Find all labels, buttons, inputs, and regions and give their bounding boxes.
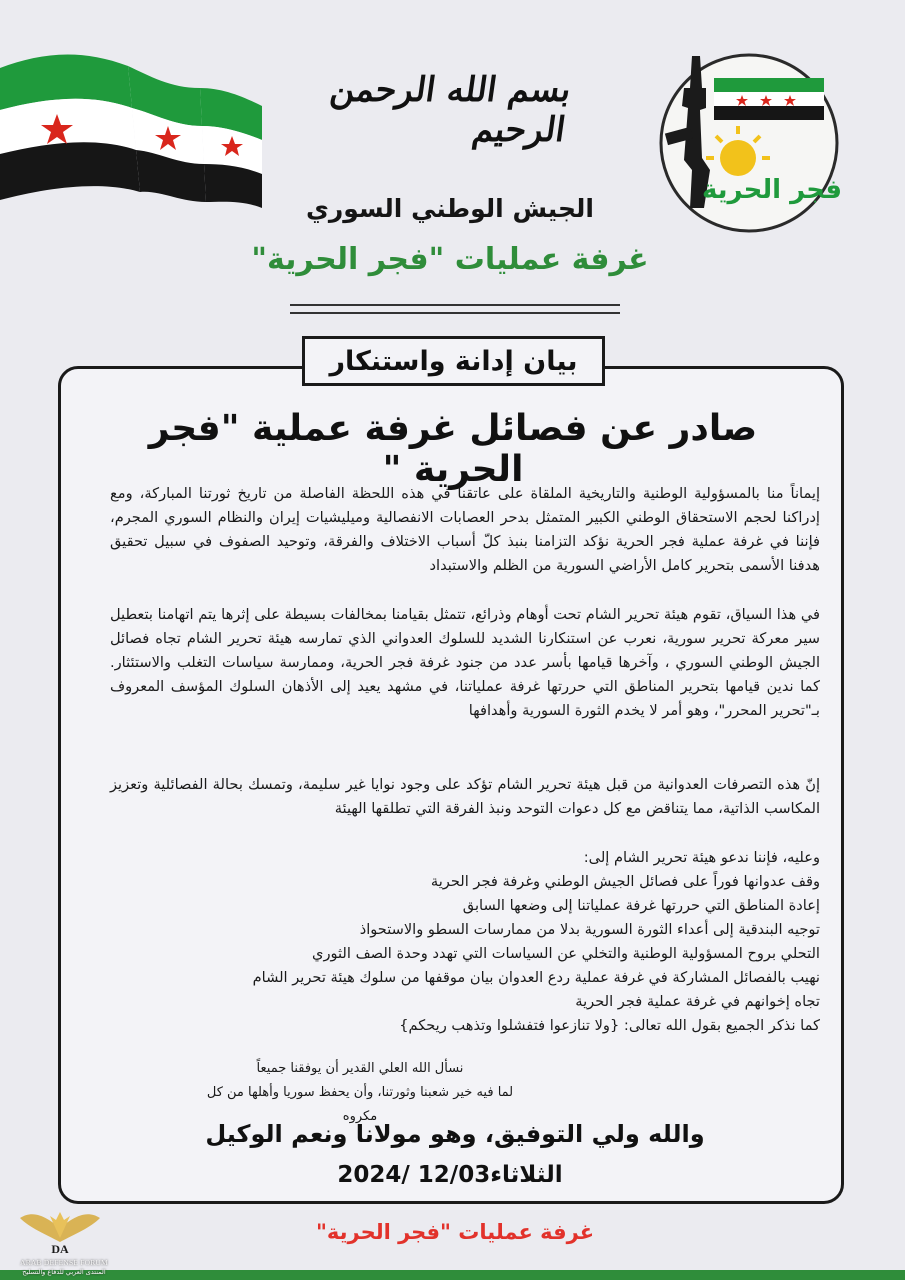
basmala-calligraphy: بسم الله الرحمن الرحيم (327, 70, 574, 150)
watermark-initials: DA (51, 1242, 69, 1256)
statement-heading: صادر عن فصائل غرفة عملية "فجر الحرية " (148, 408, 758, 490)
divider-line (290, 312, 620, 314)
closing-prayer: نسأل الله العلي القدير أن يوفقنا جميعاً (256, 1061, 464, 1076)
paragraph: في هذا السياق، تقوم هيئة تحرير الشام تحت أوهام وذرائع، تتمثل بقيامنا بمخالفات بسيطة على إثرها يتم اتهامنا بتعطيل سير معركة تحرير سورية، نعرب عن استنكارنا الشديد للسلوك العدواني الذي تمارسه هيئة تحرير الشام تجاه فصائل الجيش الوطني السوري ، وآخرها قيامها بأسر عدد من جنود غرفة فجر الحرية، وممارسة سياسات التغلب والاستئثار. كما ندين قيامها بتحرير المناطق التي حررتها غرفة عملياتنا، في مشهد يعيد إلى الأذهان السلوك المؤسف المعروف بـ"تحرير المحرر"، وهو أمر لا يخدم الثورة السورية وأهدافها (110, 606, 820, 719)
list-item: وعليه، فإننا ندعو هيئة تحرير الشام إلى: (583, 849, 820, 866)
army-name: الجيش الوطني السوري (306, 194, 594, 223)
logo-text: فجر الحرية (701, 175, 843, 205)
list-item: تجاه إخوانهم في غرفة عملية فجر الحرية (575, 993, 820, 1010)
list-item: إعادة المناطق التي حررتها غرفة عملياتنا إلى وضعها السابق (462, 897, 820, 914)
list-item: التحلي بروح المسؤولية الوطنية والتخلي عن السياسات التي تهدد وحدة الصف الثوري (312, 945, 820, 962)
list-item: توجيه البندقية إلى أعداء الثورة السورية بدلا من ممارسات السطو والاستحواذ (359, 921, 820, 938)
paragraph: إنّ هذه التصرفات العدوانية من قبل هيئة تحرير الشام تؤكد على وجود نوايا غير سليمة، وتمسك بحالة الفصائلية وتعزيز المكاسب الذاتية، مما يتناقض مع كل دعوات التوحد ونبذ الفرقة التي تطلقها الهيئة (110, 776, 820, 817)
closing-prayer: لما فيه خير شعبنا وثورتنا، وأن يحفظ سوريا وأهلها من كل مكروه (206, 1085, 514, 1124)
watermark-text-en: ARAB DEFENSE FORUM (20, 1258, 108, 1267)
syrian-revolution-flag-icon (0, 48, 270, 218)
list-item: نهيب بالفصائل المشاركة في غرفة عملية ردع العدوان بيان موقفها من سلوك هيئة تحرير الشام (252, 969, 820, 986)
list-item: كما نذكر الجميع بقول الله تعالى: {ولا تنازعوا فتفشلوا وتذهب ريحكم} (399, 1017, 820, 1034)
signoff: والله ولي التوفيق، وهو مولانا ونعم الوكيل (205, 1120, 705, 1148)
demands-list (110, 846, 820, 1038)
fajr-al-hurriya-logo-icon (654, 48, 844, 238)
footer-bar (0, 1270, 905, 1280)
paragraph: إيماناً منا بالمسؤولية الوطنية والتاريخية الملقاة على عاتقنا في هذه اللحظة الفاصلة من تاريخ ثورتنا المباركة، ومع إدراكنا لحجم الاستحقاق الوطني الكبير المتمثل بدحر العصابات الانفصالية وميليشيات إيران والنظام السوري المجرم، فإننا في غرفة عملية فجر الحرية نؤكد التزامنا بنبذ كلّ أسباب الاختلاف والفرقة، وتوحيد الصفوف في سبيل تحقيق هدفنا الأسمى بتحرير كامل الأراضي السورية من الظلم والاستبداد (110, 485, 820, 574)
operations-room-title: غرفة عمليات "فجر الحرية" (251, 242, 649, 277)
footer-operations-room: غرفة عمليات "فجر الحرية" (315, 1220, 595, 1244)
list-item: وقف عدوانها فوراً على فصائل الجيش الوطني وغرفة فجر الحرية (430, 873, 820, 890)
statement-label: بيان إدانة واستنكار (302, 336, 605, 386)
statement-date: الثلاثاء12/03 /2024 (337, 1162, 563, 1188)
watermark-text-ar: المنتدى العربي للدفاع والتسليح (22, 1268, 106, 1276)
divider-line (290, 304, 620, 306)
